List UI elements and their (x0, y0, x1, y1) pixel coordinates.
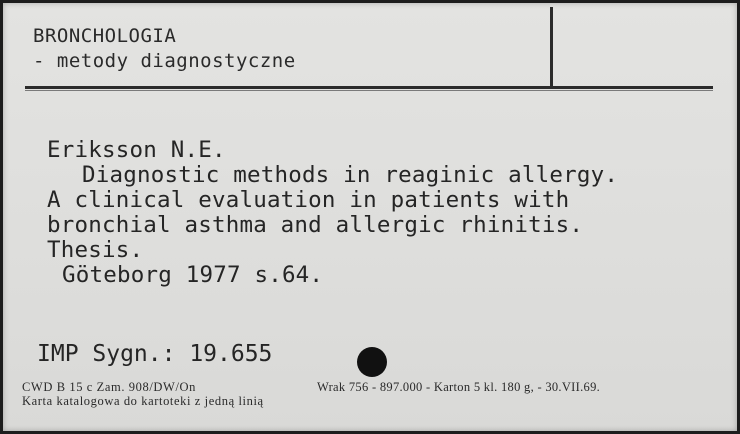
header-horizontal-rule (25, 86, 713, 89)
entry-title-line-1: Diagnostic methods in reaginic allergy. (82, 162, 619, 188)
footer-order-info: CWD B 15 c Zam. 908/DW/On (22, 380, 197, 394)
entry-title-line-2: A clinical evaluation in patients with (47, 187, 570, 213)
entry-imprint: Göteborg 1977 s.64. (62, 262, 324, 288)
catalog-card (3, 3, 737, 431)
shelfmark: IMP Sygn.: 19.655 (37, 341, 273, 367)
entry-type: Thesis. (47, 237, 144, 263)
footer-print-info: Wrak 756 - 897.000 - Karton 5 kl. 180 g, - 30.VII.69. (317, 380, 601, 394)
header-vertical-rule (550, 7, 553, 87)
subject-subheading: - metody diagnostyczne (33, 50, 296, 72)
footer-card-description: Karta katalogowa do kartoteki z jedną linią (22, 394, 264, 408)
card-punch-hole (357, 347, 387, 377)
entry-title-line-3: bronchial asthma and allergic rhinitis. (47, 212, 584, 238)
subject-heading: BRONCHOLOGIA (33, 25, 177, 47)
entry-author: Eriksson N.E. (47, 137, 226, 163)
header-horizontal-rule-thin (25, 90, 713, 91)
